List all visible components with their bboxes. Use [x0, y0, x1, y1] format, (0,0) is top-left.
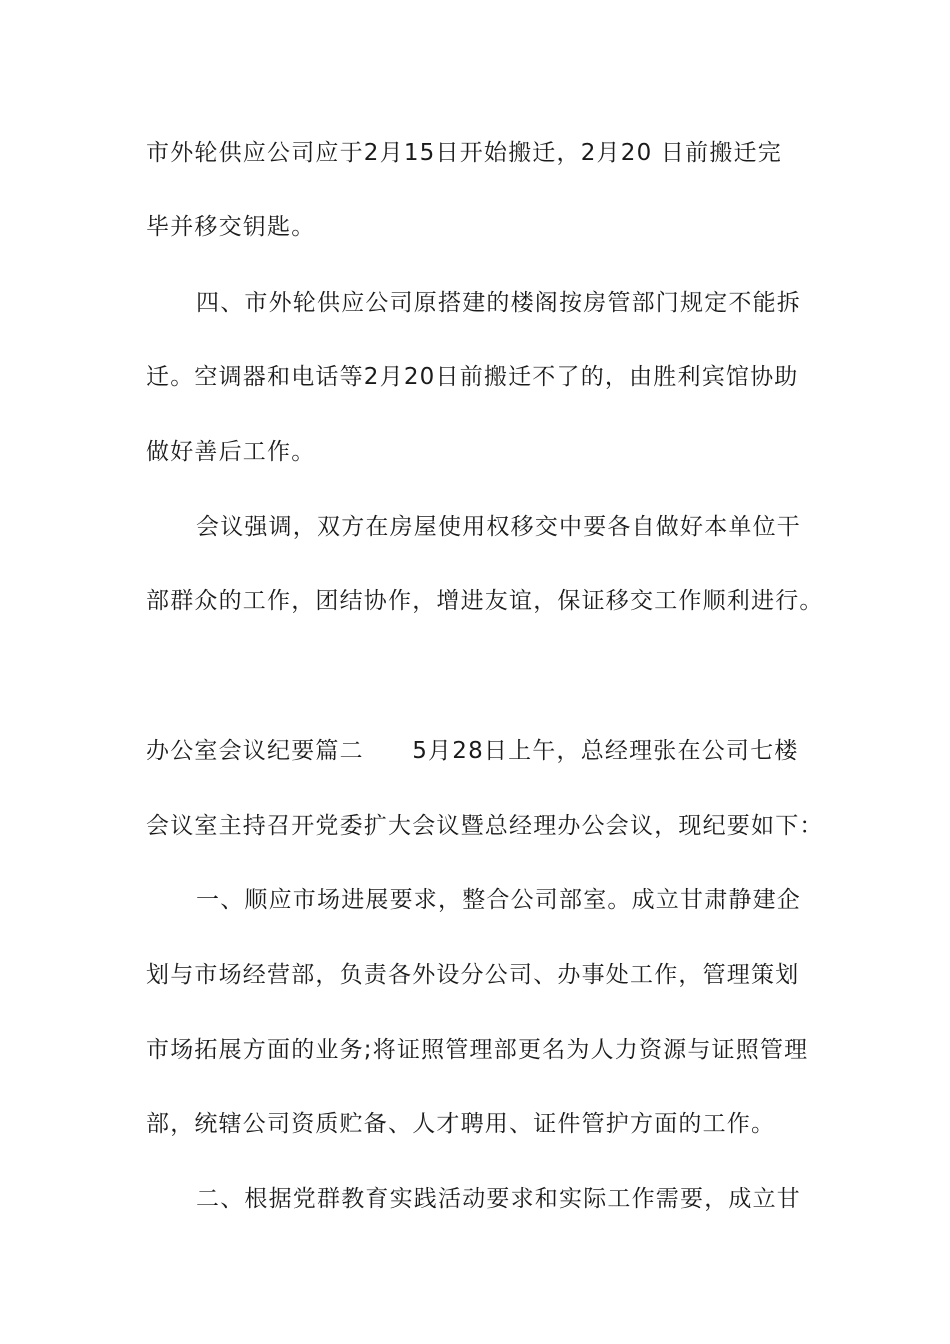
paragraph-line: 二、根据党群教育实践活动要求和实际工作需要，成立甘 — [196, 1186, 801, 1212]
text-line: 市场拓展方面的业务;将证照管理部更名为人力资源与证照管理 — [146, 1037, 809, 1063]
text-line: 迁。空调器和电话等2月20日前搬迁不了的，由胜利宾馆协助 — [146, 364, 799, 390]
text-line: 市外轮供应公司应于2月15日开始搬迁，2月20 日前搬迁完 — [146, 140, 782, 166]
section-heading-line: 办公室会议纪要篇二 5月28日上午，总经理张在公司七楼 — [146, 738, 799, 764]
paragraph-line: 会议强调，双方在房屋使用权移交中要各自做好本单位干 — [196, 514, 801, 540]
text-line: 会议室主持召开党委扩大会议暨总经理办公会议，现纪要如下： — [146, 813, 824, 839]
text-line: 部，统辖公司资质贮备、人才聘用、证件管护方面的工作。 — [146, 1111, 776, 1137]
text-line: 划与市场经营部，负责各外设分公司、办事处工作，管理策划 — [146, 962, 800, 988]
text-line: 部群众的工作，团结协作，增进友谊，保证移交工作顺利进行。 — [146, 588, 824, 614]
paragraph-line: 四、市外轮供应公司原搭建的楼阁按房管部门规定不能拆 — [196, 290, 801, 316]
text-line: 毕并移交钥匙。 — [146, 214, 316, 240]
text-line: 做好善后工作。 — [146, 439, 316, 465]
paragraph-line: 一、顺应市场进展要求，整合公司部室。成立甘肃静建企 — [196, 887, 801, 913]
